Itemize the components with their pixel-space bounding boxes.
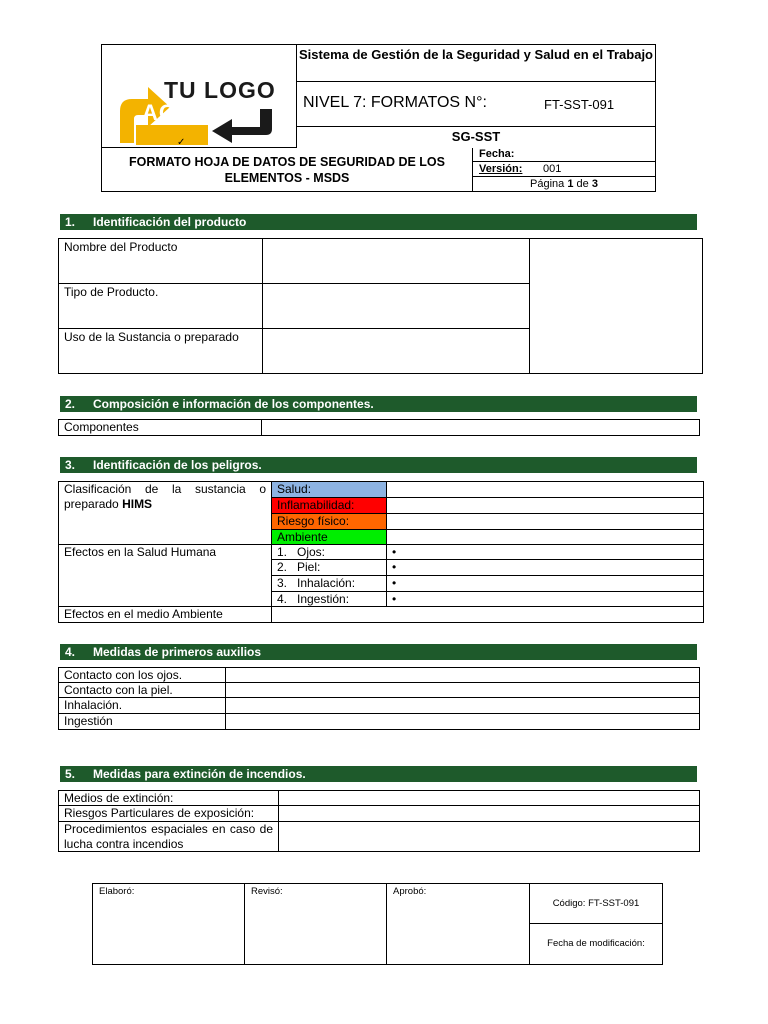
- s1-label-nombre: Nombre del Producto: [64, 240, 178, 254]
- s1-value-nombre[interactable]: [262, 238, 530, 284]
- logo-text-line1: TU LOGO: [164, 77, 276, 103]
- footer-codigo: Código: FT-SST-091: [530, 884, 662, 924]
- hims-salud-cell: [271, 481, 387, 498]
- bullet-icon: •: [392, 576, 397, 590]
- system-title: Sistema de Gestión de la Seguridad y Salud en el Trabajo: [297, 45, 655, 82]
- format-title: FORMATO HOJA DE DATOS DE SEGURIDAD DE LOS ELEMENTOS - MSDS: [102, 148, 473, 191]
- hims-riesgo-cell: [271, 513, 387, 530]
- footer-reviso-cell[interactable]: [245, 884, 387, 964]
- health-item-inhalacion: [271, 575, 387, 592]
- s3-health-label-cell: [58, 544, 272, 607]
- approval-footer: [92, 883, 663, 965]
- section-1-number: 1.: [65, 215, 76, 229]
- hims-inflamabilidad-cell: [271, 497, 387, 514]
- footer-aprobo-cell[interactable]: [387, 884, 530, 964]
- section-5-title: Medidas para extinción de incendios.: [93, 767, 306, 781]
- hims-inflamabilidad-label: Inflamabilidad:: [277, 498, 355, 512]
- bullet-icon: •: [392, 592, 397, 606]
- s1-label-cell: [58, 283, 263, 329]
- fecha-row: [473, 148, 655, 162]
- health-num: 2.: [277, 560, 288, 574]
- hims-riesgo-value[interactable]: [386, 513, 704, 530]
- health-value-inhalacion[interactable]: [386, 575, 704, 592]
- document-header: [101, 44, 656, 192]
- s4-label-piel: Contacto con la piel.: [64, 683, 173, 697]
- health-value-ingestion[interactable]: [386, 591, 704, 607]
- s5-label-medios: Medios de extinción:: [64, 791, 174, 805]
- page-of: de: [576, 178, 589, 190]
- s5-value-medios[interactable]: [278, 790, 700, 806]
- s4-value-piel[interactable]: [225, 682, 700, 698]
- section-1-title: Identificación del producto: [93, 215, 247, 229]
- s3-classification-label: [58, 481, 272, 545]
- s3-classification-text: Clasificación de la sustancia o preparado: [64, 482, 266, 511]
- health-item-piel: [271, 559, 387, 576]
- s4-label-cell: [58, 667, 226, 683]
- health-num: 4.: [277, 592, 288, 606]
- health-num: 1.: [277, 545, 288, 559]
- section-3-title: Identificación de los peligros.: [93, 458, 262, 472]
- hims-ambiente-value[interactable]: [386, 529, 704, 545]
- s2-label-componentes: Componentes: [64, 420, 139, 434]
- hims-inflamabilidad-value[interactable]: [386, 497, 704, 514]
- format-code: FT-SST-091: [544, 97, 615, 112]
- s2-value-componentes[interactable]: [261, 419, 700, 436]
- s5-label-riesgos: Riesgos Particulares de exposición:: [64, 806, 255, 820]
- s4-label-cell: [58, 682, 226, 698]
- s1-label-tipo: Tipo de Producto.: [64, 285, 159, 299]
- section-5-number: 5.: [65, 767, 76, 781]
- health-label: Piel:: [297, 560, 321, 574]
- section-2-title: Composición e información de los componentes.: [93, 397, 374, 411]
- s1-label-cell: [58, 328, 263, 374]
- section-4-bar: [60, 644, 697, 660]
- s1-label-uso: Uso de la Sustancia o preparado: [64, 330, 239, 344]
- health-label: Ojos:: [297, 545, 326, 559]
- s4-label-ingestion: Ingestión: [64, 714, 113, 728]
- page-total: 3: [591, 178, 598, 190]
- s2-label-cell: [58, 419, 262, 436]
- s1-value-uso[interactable]: [262, 328, 530, 374]
- health-num: 3.: [277, 576, 288, 590]
- sgsst-label: SG-SST: [451, 129, 501, 144]
- s4-label-cell: [58, 713, 226, 730]
- section-4-title: Medidas de primeros auxilios: [93, 645, 262, 659]
- s1-label-cell: [58, 238, 263, 284]
- s3-classification-hims: HIMS: [122, 497, 153, 511]
- s3-environment-value[interactable]: [271, 606, 704, 623]
- s5-label-cell: [58, 790, 279, 806]
- section-3-number: 3.: [65, 458, 76, 472]
- fecha-label: Fecha:: [479, 148, 515, 160]
- nivel-row: [297, 82, 655, 127]
- hims-salud-value[interactable]: [386, 481, 704, 498]
- version-value: 001: [543, 163, 562, 175]
- bullet-icon: •: [392, 560, 397, 574]
- section-2-bar: [60, 396, 697, 412]
- page-prefix: Página: [530, 178, 565, 190]
- health-label: Inhalación:: [297, 576, 356, 590]
- health-value-ojos[interactable]: [386, 544, 704, 560]
- section-1-bar: [60, 214, 697, 230]
- hims-ambiente-label: Ambiente: [277, 530, 328, 544]
- version-row: [473, 162, 655, 177]
- health-label: Ingestión:: [297, 592, 350, 606]
- footer-aprobo-label: Aprobó:: [393, 886, 427, 897]
- page-indicator: [473, 178, 655, 190]
- hims-ambiente-cell: [271, 529, 387, 545]
- s1-value-tipo[interactable]: [262, 283, 530, 329]
- page-current: 1: [567, 178, 574, 190]
- health-item-ingestion: [271, 591, 387, 607]
- footer-fecha-modificacion: Fecha de modificación:: [547, 938, 645, 949]
- hims-salud-label: Salud:: [277, 482, 312, 496]
- health-value-piel[interactable]: [386, 559, 704, 576]
- logo-check-icon: ✓: [177, 137, 186, 148]
- section-4-number: 4.: [65, 645, 76, 659]
- logo-cell: [102, 45, 297, 148]
- section-2-number: 2.: [65, 397, 76, 411]
- s4-value-inhalacion[interactable]: [225, 697, 700, 714]
- s4-label-inhalacion: Inhalación.: [64, 698, 123, 712]
- s4-value-ingestion[interactable]: [225, 713, 700, 730]
- page-row: [473, 177, 655, 191]
- meta-block: [473, 148, 655, 191]
- section-5-bar: [60, 766, 697, 782]
- footer-reviso-label: Revisó:: [251, 886, 283, 897]
- s5-value-riesgos[interactable]: [278, 805, 700, 822]
- s5-label-cell: [58, 821, 279, 852]
- footer-elaboro-label: Elaboró:: [99, 886, 135, 897]
- section-3-bar: [60, 457, 697, 473]
- s3-environment-label: Efectos en el medio Ambiente: [64, 607, 223, 621]
- s3-environment-label-cell: [58, 606, 272, 623]
- s4-label-ojos: Contacto con los ojos.: [64, 668, 183, 682]
- logo-text-line2: AQUI: [142, 100, 201, 125]
- s5-label-procedimientos: Procedimientos espaciales en caso de lucha contra incendios: [64, 822, 273, 851]
- s1-image-box[interactable]: [529, 238, 703, 374]
- health-item-ojos: [271, 544, 387, 560]
- bullet-icon: •: [392, 545, 397, 559]
- version-label: Versión:: [479, 163, 523, 175]
- s3-health-label: Efectos en la Salud Humana: [64, 545, 217, 559]
- s5-value-procedimientos[interactable]: [278, 821, 700, 852]
- s4-value-ojos[interactable]: [225, 667, 700, 683]
- nivel-label: NIVEL 7: FORMATOS N°:: [303, 94, 487, 111]
- s4-label-cell: [58, 697, 226, 714]
- s5-label-cell: [58, 805, 279, 822]
- hims-riesgo-label: Riesgo físico:: [277, 514, 350, 528]
- footer-elaboro-cell[interactable]: [93, 884, 245, 964]
